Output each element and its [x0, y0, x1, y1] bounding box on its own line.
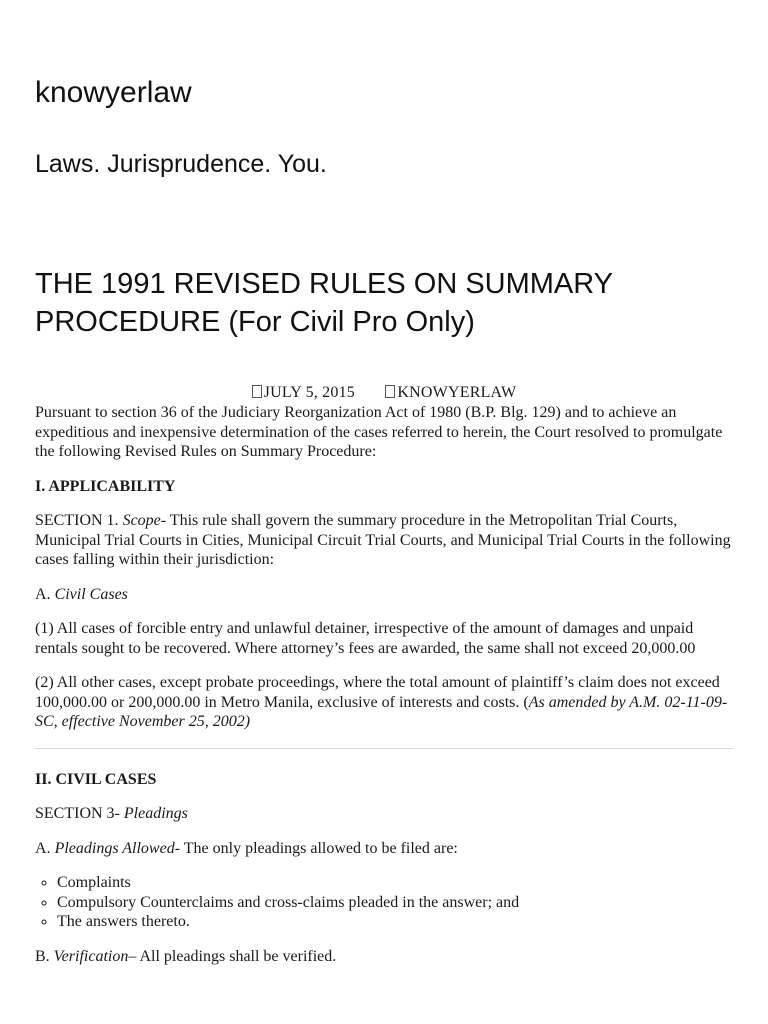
civil-item-1: (1) All cases of forcible entry and unlawful detainer, irrespective of the amount of damages and unpaid rentals sought to be recovered. Where attorney’s fees are awarded, the same shall not exceed 20,000.00 — [35, 620, 696, 657]
post-date-text: JULY 5, 2015 — [263, 384, 355, 401]
pleadings-allowed-prefix: A. — [35, 839, 55, 857]
post-author-text: KNOWYERLAW — [397, 384, 517, 401]
civil-item-2-note: As amended by A.M. 02-11-09-SC, effective November 25, 2002) — [35, 693, 728, 730]
site-title[interactable]: knowyerlaw — [35, 76, 192, 109]
section-3-label: Pleadings — [123, 805, 188, 822]
civil-cases-heading: II. CIVIL CASES — [35, 770, 157, 788]
section-1-paragraph — [35, 511, 733, 570]
section-divider — [35, 748, 733, 749]
intro-paragraph: Pursuant to section 36 of the Judiciary Reorganization Act of 1980 (B.P. Blg. 129) and to achieve an expeditious and inexpensive determination of the cases referred to herein, the Court resolved to promulgate the following Revised Rules on Summary Procedure: — [35, 404, 723, 460]
calendar-icon — [252, 385, 262, 398]
civil-item-2-text: (2) All other cases, except probate proceedings, where the total amount of plaintiff’s claim does not exceed 100,000.00 or 200,000.00 in Metro Manila, exclusive of interests and costs. ( — [35, 674, 720, 711]
civil-item-2 — [35, 673, 733, 732]
list-item: ◦ Complaints — [57, 873, 733, 893]
verification-paragraph — [35, 947, 733, 967]
verification-label: Verification — [53, 947, 129, 965]
post-content — [35, 403, 733, 966]
civil-prefix: A. — [35, 585, 55, 603]
post-author[interactable] — [385, 383, 516, 403]
pleadings-list — [35, 873, 733, 932]
pleadings-allowed-label: Pleadings Allowed- — [54, 839, 181, 857]
pleadings-allowed-text: The only pleadings allowed to be filed are: — [180, 839, 458, 857]
post-meta — [35, 383, 733, 403]
section-1-text: - This rule shall govern the summary procedure in the Metropolitan Trial Courts, Municipal Trial Courts in Cities, Municipal Circuit Trial Courts, and Municipal Trial Courts in the following cases falling within their jurisdiction: — [35, 512, 731, 568]
section-3-paragraph — [35, 804, 733, 824]
section-1-label: Scope — [122, 512, 161, 529]
civil-cases-subheading — [35, 585, 733, 605]
section-1-prefix: SECTION 1. — [35, 512, 123, 529]
site-tagline: Laws. Jurisprudence. You. — [35, 150, 327, 178]
post-date[interactable] — [252, 383, 355, 403]
pleadings-allowed-paragraph — [35, 839, 733, 859]
civil-label: Civil Cases — [54, 585, 128, 603]
verification-text: – All pleadings shall be verified. — [128, 947, 337, 965]
post-title: THE 1991 REVISED RULES ON SUMMARY PROCEDURE (For Civil Pro Only) — [35, 268, 613, 338]
applicability-heading: I. APPLICABILITY — [35, 477, 176, 495]
list-item: ◦ Compulsory Counterclaims and cross-claims pleaded in the answer; and — [57, 893, 733, 913]
user-icon — [385, 385, 395, 398]
verification-prefix: B. — [35, 947, 54, 965]
list-item: ◦ The answers thereto. — [57, 912, 733, 932]
section-3-prefix: SECTION 3- — [35, 805, 124, 822]
